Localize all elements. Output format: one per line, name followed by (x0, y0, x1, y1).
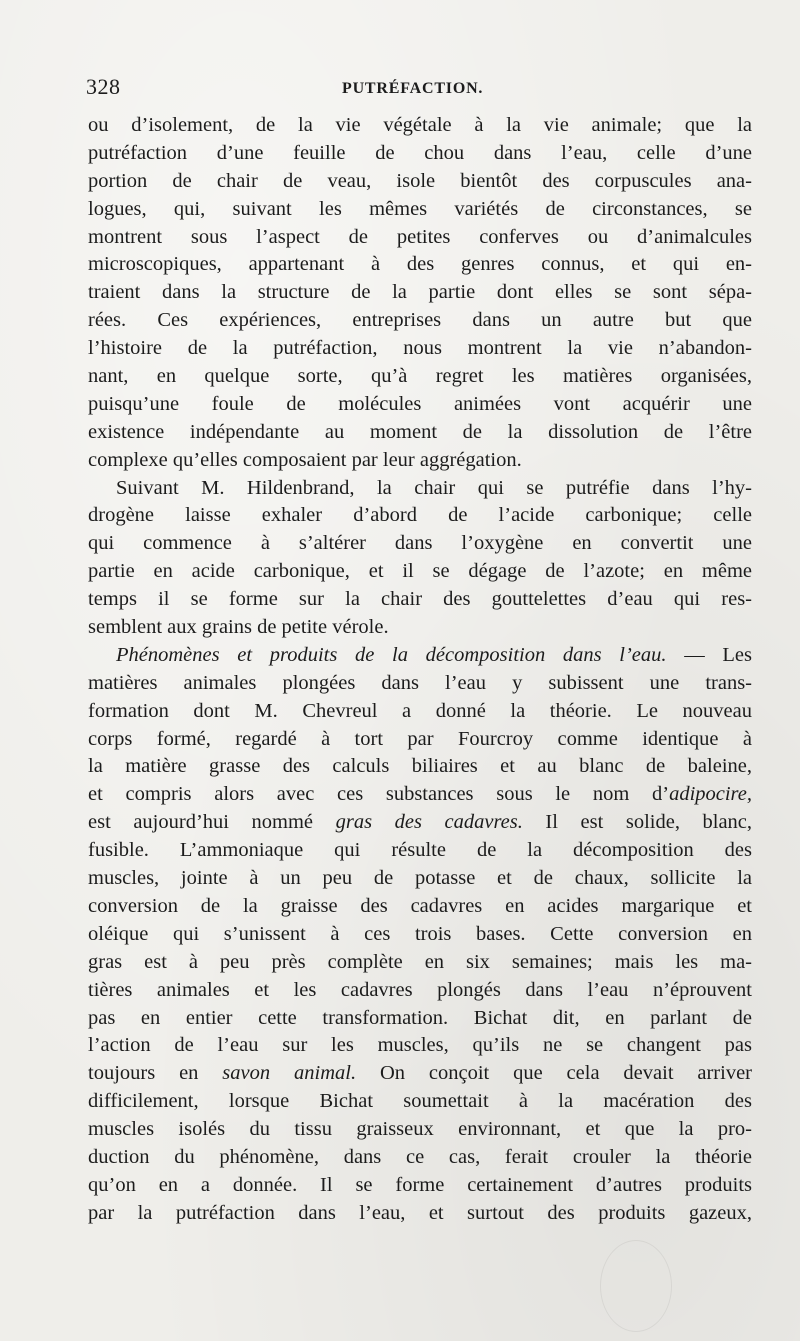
text-line: qui commence à s’altérer dans l’oxygène en convertit une (88, 532, 752, 555)
text-line: matières animales plongées dans l’eau y subissent une trans- (88, 671, 752, 694)
text-line (88, 1060, 752, 1088)
text-line: putréfaction d’une feuille de chou dans l’eau, celle d’une (88, 141, 752, 164)
text-line: corps formé, regardé à tort par Fourcroy comme identique à (88, 727, 752, 750)
text-line: formation dont M. Chevreul a donné la théorie. Le nouveau (88, 699, 752, 722)
running-head: PUTRÉFACTION. (342, 80, 484, 97)
section-heading-line (88, 642, 752, 670)
text-line: muscles, jointe à un peu de potasse et de chaux, sollicite la (88, 867, 752, 890)
text-line (88, 809, 752, 837)
text-fragment: Il est solide, blanc, (522, 811, 753, 834)
text-line: existence indépendante au moment de la dissolution de l’être (88, 420, 752, 443)
text-line: gras est à peu près complète en six semaines; mais les ma- (88, 950, 752, 973)
text-line (88, 781, 752, 809)
text-line: logues, qui, suivant les mêmes variétés de circonstances, se (88, 197, 752, 220)
italic-term: gras des cadavres. (335, 811, 523, 834)
text-line: montrent sous l’aspect de petites conferves ou d’animalcules (88, 225, 752, 248)
italic-term: adipocire, (669, 783, 752, 806)
text-line: pas en entier cette transformation. Bichat dit, en parlant de (88, 1006, 752, 1029)
page-header (86, 74, 750, 104)
text-line: traient dans la structure de la partie dont elles se sont sépa- (88, 281, 752, 304)
text-line: l’action de l’eau sur les muscles, qu’ils ne se changent pas (88, 1034, 752, 1057)
text-line: rées. Ces expériences, entreprises dans un autre but que (88, 309, 752, 332)
text-line: nant, en quelque sorte, qu’à regret les matières organisées, (88, 365, 752, 388)
text-fragment: — Les (666, 643, 752, 666)
text-line: par la putréfaction dans l’eau, et surtout des produits gazeux, (88, 1201, 752, 1224)
text-line: partie en acide carbonique, et il se dégage de l’azote; en même (88, 560, 752, 583)
text-line: semblent aux grains de petite vérole. (88, 616, 389, 639)
text-line: microscopiques, appartenant à des genres connus, et qui en- (88, 253, 752, 276)
text-line: puisqu’une foule de molécules animées vont acquérir une (88, 392, 752, 415)
text-line: drogène laisse exhaler d’abord de l’acide carbonique; celle (88, 504, 752, 527)
text-line: Suivant M. Hildenbrand, la chair qui se putréfie dans l’hy- (116, 476, 752, 499)
section-heading: Phénomènes et produits de la décomposition dans l’eau. (116, 643, 667, 666)
text-line: portion de chair de veau, isole bientôt des corpuscules ana- (88, 169, 752, 192)
text-line: ou d’isolement, de la vie végétale à la vie animale; que la (88, 114, 752, 136)
paper-stain (600, 1240, 672, 1332)
text-line: oléique qui s’unissent à ces trois bases. Cette conversion en (88, 922, 752, 945)
text-fragment: est aujourd’hui nommé (88, 811, 336, 834)
body-text (88, 112, 752, 1228)
text-line: duction du phénomène, dans ce cas, ferait crouler la théorie (88, 1145, 752, 1168)
text-fragment: et compris alors avec ces substances sous le nom d’ (88, 783, 670, 806)
text-line: complexe qu’elles composaient par leur aggrégation. (88, 448, 522, 471)
text-fragment: On conçoit que cela devait arriver (356, 1062, 753, 1085)
text-line: fusible. L’ammoniaque qui résulte de la décomposition des (88, 839, 752, 862)
italic-term: savon animal. (222, 1062, 357, 1085)
text-line: l’histoire de la putréfaction, nous montrent la vie n’abandon- (88, 337, 752, 360)
text-line: la matière grasse des calculs biliaires et au blanc de baleine, (88, 755, 752, 778)
text-line: qu’on en a donnée. Il se forme certainement d’autres produits (88, 1173, 752, 1196)
text-line: temps il se forme sur la chair des gouttelettes d’eau qui res- (88, 588, 752, 611)
page-number: 328 (86, 74, 121, 99)
text-line: tières animales et les cadavres plongés dans l’eau n’éprouvent (88, 978, 752, 1001)
text-line: conversion de la graisse des cadavres en acides margarique et (88, 894, 752, 917)
text-line: difficilement, lorsque Bichat soumettait à la macération des (88, 1090, 752, 1113)
text-fragment: toujours en (88, 1062, 223, 1085)
text-line: muscles isolés du tissu graisseux environnant, et que la pro- (88, 1118, 752, 1141)
